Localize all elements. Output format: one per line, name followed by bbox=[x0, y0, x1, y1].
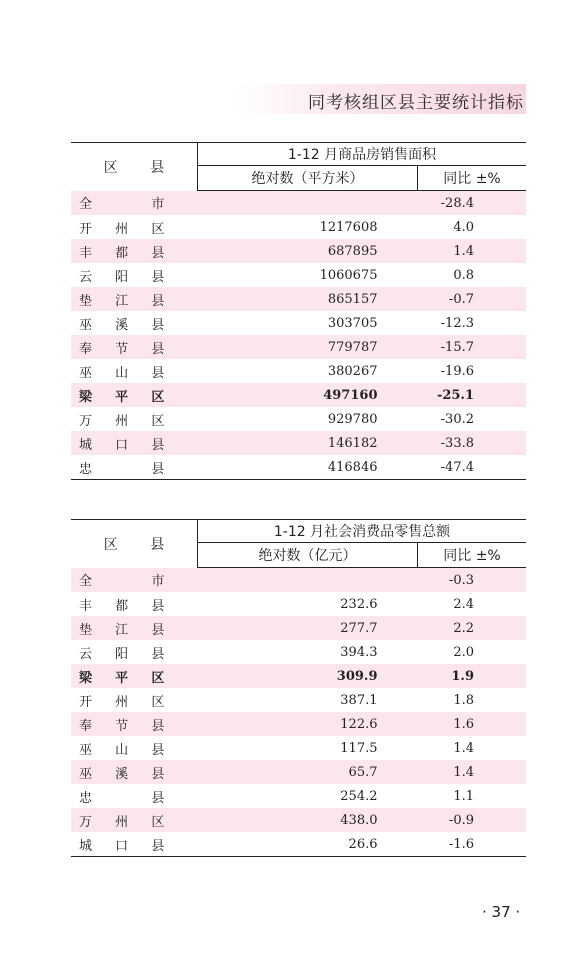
region-name-char: 梁 bbox=[79, 670, 93, 686]
yoy-change-cell: 2.2 bbox=[418, 616, 527, 640]
region-name-cell bbox=[71, 592, 198, 616]
region-name-char: 县 bbox=[151, 790, 165, 806]
region-name-cell bbox=[71, 215, 198, 239]
region-name-char: 州 bbox=[115, 413, 129, 429]
region-name-char: 阳 bbox=[115, 646, 129, 662]
region-name-char: 市 bbox=[151, 574, 165, 590]
table-row bbox=[71, 808, 526, 832]
yoy-change-cell: -1.6 bbox=[418, 832, 527, 857]
region-name-char: 区 bbox=[151, 221, 165, 237]
column-header-region: 区 县 bbox=[71, 520, 198, 568]
yoy-change-cell: 1.1 bbox=[453, 788, 474, 804]
region-name-char: 县 bbox=[151, 317, 165, 333]
table-title: 1-12 月社会消费品零售总额 bbox=[198, 520, 527, 543]
absolute-value-cell: 65.7 bbox=[198, 760, 418, 784]
region-name-char: 云 bbox=[79, 646, 93, 662]
region-name-cell bbox=[71, 455, 198, 480]
region-name-char bbox=[115, 570, 151, 589]
table-row bbox=[71, 431, 526, 455]
region-name-char: 山 bbox=[115, 365, 129, 381]
region-name-char: 州 bbox=[115, 814, 129, 830]
region-name-char: 全 bbox=[79, 197, 93, 213]
region-name-cell bbox=[71, 191, 198, 216]
yoy-change-cell: -25.1 bbox=[418, 383, 527, 407]
region-name-cell bbox=[71, 760, 198, 784]
column-header-region: 区 县 bbox=[71, 143, 198, 191]
region-name-char: 县 bbox=[151, 341, 165, 357]
region-name-char: 江 bbox=[115, 622, 129, 638]
table-row bbox=[71, 712, 526, 736]
yoy-change-cell: -0.3 bbox=[418, 568, 527, 593]
region-name-cell bbox=[71, 359, 198, 383]
region-name-char: 县 bbox=[151, 766, 165, 782]
region-name-char: 县 bbox=[151, 293, 165, 309]
region-name-char: 平 bbox=[115, 670, 129, 686]
region-name-char: 开 bbox=[79, 694, 93, 710]
region-name-cell bbox=[71, 688, 198, 712]
region-name-cell bbox=[71, 383, 198, 407]
region-name-char: 城 bbox=[79, 838, 93, 854]
region-name-char: 县 bbox=[151, 245, 165, 261]
region-name-char: 县 bbox=[151, 437, 165, 453]
region-name-char: 忠 bbox=[79, 790, 93, 806]
table-row bbox=[71, 455, 526, 480]
region-name-char: 州 bbox=[115, 694, 129, 710]
region-name-char: 开 bbox=[79, 221, 93, 237]
region-name-char: 梁 bbox=[79, 389, 93, 405]
region-name-cell bbox=[71, 784, 198, 808]
region-name-cell bbox=[71, 287, 198, 311]
region-name-cell bbox=[71, 712, 198, 736]
table-row bbox=[71, 784, 526, 808]
region-name-char: 江 bbox=[115, 293, 129, 309]
absolute-value-cell: 303705 bbox=[327, 315, 378, 331]
table-row bbox=[71, 311, 526, 335]
region-name-char: 县 bbox=[151, 718, 165, 734]
yoy-change-cell: 0.8 bbox=[453, 267, 474, 283]
region-name-char: 巫 bbox=[79, 317, 93, 333]
region-name-char: 云 bbox=[79, 269, 93, 285]
absolute-value-cell: 438.0 bbox=[198, 808, 418, 832]
table-title: 1-12 月商品房销售面积 bbox=[198, 143, 527, 166]
table-row bbox=[71, 616, 526, 640]
absolute-value-cell: 1217608 bbox=[319, 219, 378, 235]
table-row bbox=[71, 383, 526, 407]
absolute-value-cell: 865157 bbox=[198, 287, 418, 311]
table-housing-sales bbox=[71, 142, 526, 480]
region-name-cell bbox=[71, 263, 198, 287]
table-row bbox=[71, 215, 526, 239]
table-row bbox=[71, 359, 526, 383]
table-header-row bbox=[71, 520, 526, 543]
absolute-value-cell: 929780 bbox=[327, 411, 378, 427]
region-name-cell bbox=[71, 431, 198, 455]
absolute-value-cell bbox=[198, 191, 418, 216]
yoy-change-cell: -30.2 bbox=[440, 411, 474, 427]
absolute-value-cell: 416846 bbox=[198, 455, 418, 480]
region-name-char: 节 bbox=[115, 341, 129, 357]
region-name-char bbox=[115, 787, 151, 806]
region-name-cell bbox=[71, 568, 198, 593]
table-retail-sales bbox=[71, 519, 526, 857]
region-name-char: 万 bbox=[79, 413, 93, 429]
page-title: 同考核组区县主要统计指标 bbox=[308, 93, 524, 113]
table-row bbox=[71, 263, 526, 287]
yoy-change-cell: 1.8 bbox=[453, 692, 474, 708]
absolute-value-cell: 232.6 bbox=[340, 596, 378, 612]
table-body bbox=[71, 520, 526, 857]
table-header-row bbox=[71, 143, 526, 166]
region-name-char: 垫 bbox=[79, 622, 93, 638]
region-name-cell bbox=[71, 640, 198, 664]
region-name-char: 忠 bbox=[79, 461, 93, 477]
yoy-change-cell: 1.4 bbox=[418, 760, 527, 784]
region-name-cell bbox=[71, 664, 198, 688]
yoy-change-cell: -0.7 bbox=[418, 287, 527, 311]
absolute-value-cell: 779787 bbox=[198, 335, 418, 359]
region-name-char: 县 bbox=[151, 598, 165, 614]
column-header-yoy: 同比 ±% bbox=[418, 543, 527, 568]
yoy-change-cell: 1.4 bbox=[453, 740, 474, 756]
region-name-char: 县 bbox=[151, 365, 165, 381]
region-name-char: 口 bbox=[115, 437, 129, 453]
region-name-char: 区 bbox=[151, 389, 165, 405]
region-name-char: 垫 bbox=[79, 293, 93, 309]
table-row bbox=[71, 640, 526, 664]
yoy-change-cell: -47.4 bbox=[418, 455, 527, 480]
table-row bbox=[71, 407, 526, 431]
yoy-change-cell: 1.9 bbox=[418, 664, 527, 688]
absolute-value-cell: 309.9 bbox=[198, 664, 418, 688]
yoy-change-cell: -33.8 bbox=[418, 431, 527, 455]
region-name-cell bbox=[71, 832, 198, 857]
region-name-char: 县 bbox=[151, 742, 165, 758]
region-name-char: 丰 bbox=[79, 598, 93, 614]
table-row bbox=[71, 568, 526, 593]
region-name-char: 溪 bbox=[115, 766, 129, 782]
table-row bbox=[71, 664, 526, 688]
table-row bbox=[71, 335, 526, 359]
yoy-change-cell: -19.6 bbox=[440, 363, 474, 379]
yoy-change-cell: 2.4 bbox=[453, 596, 474, 612]
table-row bbox=[71, 239, 526, 263]
region-name-char: 区 bbox=[151, 670, 165, 686]
absolute-value-cell: 687895 bbox=[198, 239, 418, 263]
absolute-value-cell: 277.7 bbox=[198, 616, 418, 640]
region-name-char: 县 bbox=[151, 838, 165, 854]
yoy-change-cell: 4.0 bbox=[453, 219, 474, 235]
absolute-value-cell: 117.5 bbox=[340, 740, 378, 756]
yoy-change-cell: 1.4 bbox=[418, 239, 527, 263]
page-number: · 37 · bbox=[482, 903, 521, 921]
yoy-change-cell: -0.9 bbox=[418, 808, 527, 832]
region-name-char: 县 bbox=[151, 622, 165, 638]
yoy-change-cell: -15.7 bbox=[418, 335, 527, 359]
region-name-char: 平 bbox=[115, 389, 129, 405]
region-name-char: 区 bbox=[151, 814, 165, 830]
table-body bbox=[71, 143, 526, 480]
region-name-char bbox=[115, 193, 151, 212]
absolute-value-cell: 122.6 bbox=[198, 712, 418, 736]
region-name-char: 区 bbox=[151, 694, 165, 710]
region-name-char: 区 bbox=[151, 413, 165, 429]
table-row bbox=[71, 736, 526, 760]
region-name-char: 县 bbox=[151, 269, 165, 285]
yoy-change-cell: -28.4 bbox=[418, 191, 527, 216]
column-header-absolute: 绝对数（平方米） bbox=[198, 166, 418, 191]
table-row bbox=[71, 688, 526, 712]
absolute-value-cell: 497160 bbox=[198, 383, 418, 407]
region-name-char: 奉 bbox=[79, 341, 93, 357]
table-row bbox=[71, 191, 526, 216]
region-name-cell bbox=[71, 616, 198, 640]
region-name-cell bbox=[71, 239, 198, 263]
absolute-value-cell: 380267 bbox=[327, 363, 378, 379]
region-name-char: 丰 bbox=[79, 245, 93, 261]
column-header-absolute: 绝对数（亿元） bbox=[198, 543, 418, 568]
region-name-char: 巫 bbox=[79, 742, 93, 758]
region-name-char: 巫 bbox=[79, 365, 93, 381]
region-name-cell bbox=[71, 311, 198, 335]
region-name-char: 溪 bbox=[115, 317, 129, 333]
absolute-value-cell bbox=[198, 568, 418, 593]
region-name-char: 都 bbox=[115, 598, 129, 614]
region-name-char: 县 bbox=[151, 461, 165, 477]
absolute-value-cell: 146182 bbox=[198, 431, 418, 455]
region-name-char: 都 bbox=[115, 245, 129, 261]
table-row bbox=[71, 832, 526, 857]
region-name-char: 口 bbox=[115, 838, 129, 854]
yoy-change-cell: 2.0 bbox=[453, 644, 474, 660]
column-header-yoy: 同比 ±% bbox=[418, 166, 527, 191]
region-name-char: 州 bbox=[115, 221, 129, 237]
region-name-char: 节 bbox=[115, 718, 129, 734]
region-name-char: 山 bbox=[115, 742, 129, 758]
region-name-cell bbox=[71, 335, 198, 359]
table-row bbox=[71, 592, 526, 616]
absolute-value-cell: 26.6 bbox=[198, 832, 418, 857]
table-row bbox=[71, 760, 526, 784]
region-name-cell bbox=[71, 407, 198, 431]
region-name-cell bbox=[71, 736, 198, 760]
region-name-char: 城 bbox=[79, 437, 93, 453]
yoy-change-cell: -12.3 bbox=[440, 315, 474, 331]
absolute-value-cell: 394.3 bbox=[340, 644, 378, 660]
region-name-char: 万 bbox=[79, 814, 93, 830]
absolute-value-cell: 387.1 bbox=[340, 692, 378, 708]
region-name-char: 全 bbox=[79, 574, 93, 590]
region-name-char bbox=[115, 458, 151, 477]
absolute-value-cell: 1060675 bbox=[319, 267, 378, 283]
absolute-value-cell: 254.2 bbox=[340, 788, 378, 804]
region-name-char: 县 bbox=[151, 646, 165, 662]
region-name-char: 奉 bbox=[79, 718, 93, 734]
region-name-char: 市 bbox=[151, 197, 165, 213]
region-name-char: 阳 bbox=[115, 269, 129, 285]
region-name-cell bbox=[71, 808, 198, 832]
table-row bbox=[71, 287, 526, 311]
yoy-change-cell: 1.6 bbox=[418, 712, 527, 736]
region-name-char: 巫 bbox=[79, 766, 93, 782]
